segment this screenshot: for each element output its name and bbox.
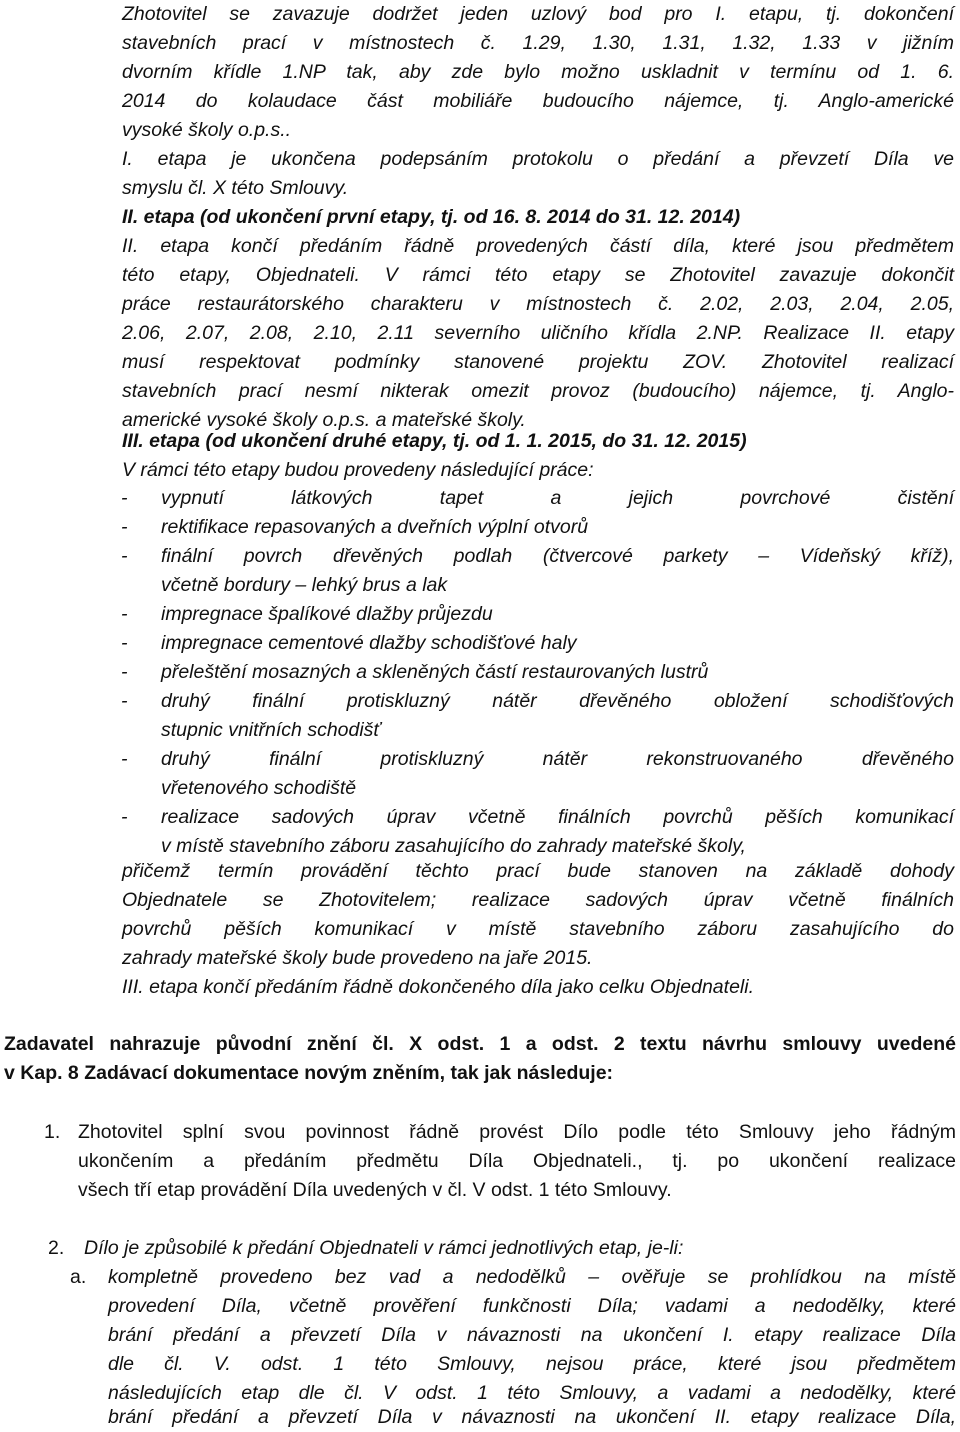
- etapa2-line: stavebních prací nesmí nikterak omezit provoz (budoucího) nájemce, tj. Anglo-: [122, 380, 954, 402]
- dash-bullet: -: [121, 748, 128, 770]
- list-item: - rektifikace repasovaných a dveřních výplní otvorů: [161, 513, 954, 542]
- item-1-line: ukončením a předáním předmětu Díla Objednateli., tj. po ukončení realizace: [78, 1150, 956, 1172]
- etapa3-after-line: zahrady mateřské školy bude provedeno na jaře 2015.: [122, 947, 593, 969]
- list-item: - vypnutí látkových tapet a jejich povrchové čistění: [161, 484, 954, 513]
- etapa2-line: americké vysoké školy o.p.s. a mateřské školy.: [122, 409, 526, 431]
- etapa3-after-line: Objednatele se Zhotovitelem; realizace sadových úprav včetně finálních: [122, 889, 954, 911]
- replacement-line: Zadavatel nahrazuje původní znění čl. X odst. 1 a odst. 2 textu návrhu smlouvy uvedené: [4, 1033, 956, 1055]
- dash-bullet: -: [121, 690, 128, 712]
- dash-bullet: -: [121, 661, 128, 683]
- etapa2-line: práce restaurátorského charakteru v místnostech č. 2.02, 2.03, 2.04, 2.05,: [122, 293, 954, 315]
- dash-bullet: -: [121, 603, 128, 625]
- item-2a-line: kompletně provedeno bez vad a nedodělků – ověřuje se prohlídkou na místě: [108, 1266, 956, 1288]
- list-item: - realizace sadových úprav včetně finálních povrchů pěších komunikací v místě stavebního záboru zasahujícího do zahrady mateřské školy,: [161, 803, 954, 861]
- etapa3-end: III. etapa končí předáním řádně dokončeného díla jako celku Objednateli.: [122, 976, 754, 998]
- item-2-text: Dílo je způsobilé k předání Objednateli v rámci jednotlivých etap, je-li:: [84, 1237, 684, 1259]
- etapa2-line: 2.06, 2.07, 2.08, 2.10, 2.11 severního uličního křídla 2.NP. Realizace II. etapy: [122, 322, 954, 344]
- etapa1-line: I. etapa je ukončena podepsáním protokolu o předání a převzetí Díla ve: [122, 148, 954, 170]
- list-item: - druhý finální protiskluzný nátěr dřevěného obložení schodišťových stupnic vnitřních schodišť: [161, 687, 954, 745]
- intro-line: 2014 do kolaudace část mobiliáře budoucího nájemce, tj. Anglo-americké: [122, 90, 954, 112]
- dash-bullet: -: [121, 545, 128, 567]
- etapa2-line: musí respektovat podmínky stanovené projektu ZOV. Zhotovitel realizací: [122, 351, 954, 373]
- etapa3-intro: V rámci této etapy budou provedeny následující práce:: [122, 459, 594, 481]
- list-item: - finální povrch dřevěných podlah (čtvercové parkety – Vídeňský kříž), včetně bordury – lehký brus a lak: [161, 542, 954, 600]
- item-1-number: 1.: [44, 1121, 61, 1143]
- replacement-line: v Kap. 8 Zadávací dokumentace novým zněním, tak jak následuje:: [4, 1062, 614, 1084]
- item-1-line: Zhotovitel splní svou povinnost řádně provést Dílo podle této Smlouvy jeho řádným: [78, 1121, 956, 1143]
- item-2a-letter: a.: [70, 1266, 87, 1288]
- list-item: - impregnace špalíkové dlažby průjezdu: [161, 600, 954, 629]
- intro-line: stavebních prací v místnostech č. 1.29, 1.30, 1.31, 1.32, 1.33 v jižním: [122, 32, 954, 54]
- etapa2-line: této etapy, Objednateli. V rámci této etapy se Zhotovitel zavazuje dokončit: [122, 264, 954, 286]
- dash-bullet: -: [121, 632, 128, 654]
- dash-bullet: -: [121, 487, 128, 509]
- intro-line: dvorním křídle 1.NP tak, aby zde bylo možno uskladnit v termínu od 1. 6.: [122, 61, 954, 83]
- item-2-number: 2.: [48, 1237, 65, 1259]
- list-item: - přeleštění mosazných a skleněných částí restaurovaných lustrů: [161, 658, 954, 687]
- list-item: - impregnace cementové dlažby schodišťové haly: [161, 629, 954, 658]
- intro-line: Zhotovitel se zavazuje dodržet jeden uzlový bod pro I. etapu, tj. dokončení: [122, 3, 954, 25]
- item-2a-line: provedení Díla, včetně prověření funkčnosti Díla; vadami a nedodělky, které: [108, 1295, 956, 1317]
- item-2a-line: brání předání a převzetí Díla v návaznosti na ukončení I. etapy realizace Díla: [108, 1324, 956, 1346]
- item-2a-line: následujících etap dle čl. V odst. 1 této Smlouvy, a vadami a nedodělky, které: [108, 1382, 956, 1404]
- etapa3-after-line: povrchů pěších komunikací v místě stavebního záboru zasahujícího do: [122, 918, 954, 940]
- dash-bullet: -: [121, 806, 128, 828]
- etapa1-line: smyslu čl. X této Smlouvy.: [122, 177, 349, 199]
- item-1-line: všech tří etap provádění Díla uvedených v čl. V odst. 1 této Smlouvy.: [78, 1179, 672, 1201]
- item-2a-line: brání předání a převzetí Díla v návaznosti na ukončení II. etapy realizace Díla,: [108, 1406, 956, 1428]
- etapa2-heading: II. etapa (od ukončení první etapy, tj. od 16. 8. 2014 do 31. 12. 2014): [122, 206, 741, 228]
- etapa3-after-line: přičemž termín provádění těchto prací bude stanoven na základě dohody: [122, 860, 954, 882]
- etapa3-heading: III. etapa (od ukončení druhé etapy, tj. od 1. 1. 2015, do 31. 12. 2015): [122, 430, 747, 452]
- etapa2-line: II. etapa končí předáním řádně provedených částí díla, které jsou předmětem: [122, 235, 954, 257]
- intro-line: vysoké školy o.p.s..: [122, 119, 292, 141]
- list-item: - druhý finální protiskluzný nátěr rekonstruovaného dřevěného vřetenového schodiště: [161, 745, 954, 803]
- item-2a-line: dle čl. V. odst. 1 této Smlouvy, nejsou práce, které jsou předmětem: [108, 1353, 956, 1375]
- dash-bullet: -: [121, 516, 128, 538]
